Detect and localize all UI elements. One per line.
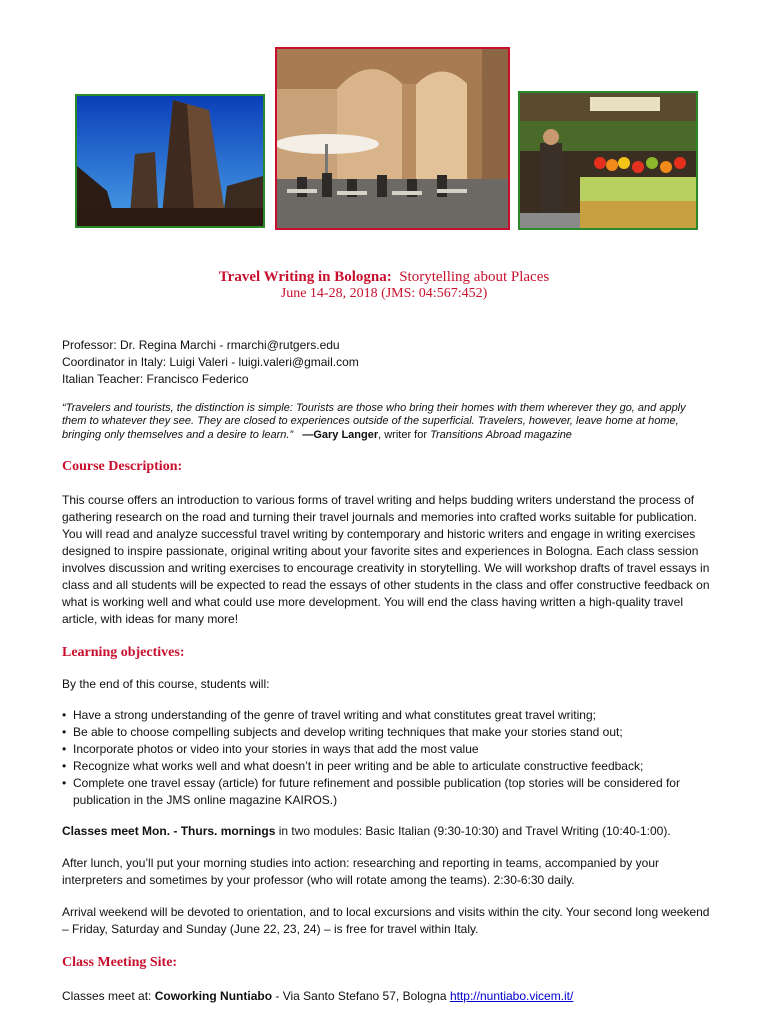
classes-schedule bbox=[62, 823, 712, 840]
market-stall-photo bbox=[518, 91, 698, 230]
course-dates: June 14-28, 2018 (JMS: 04:567:452) bbox=[280, 286, 488, 301]
objectives-list bbox=[62, 707, 712, 809]
epigraph-quote bbox=[62, 402, 712, 442]
meeting-site-address: - Via Santo Stefano 57, Bologna bbox=[272, 989, 450, 1004]
photo-strip bbox=[0, 0, 768, 240]
arcade-cafe-photo bbox=[275, 47, 510, 230]
meeting-site-venue: Coworking Nuntiabo bbox=[154, 989, 273, 1004]
meeting-site-heading: Class Meeting Site: bbox=[62, 955, 178, 971]
course-title-block bbox=[0, 268, 768, 302]
objective-item: • Incorporate photos or video into your stories in ways that add the most value bbox=[62, 741, 712, 758]
professor-line: Professor: Dr. Regina Marchi - rmarchi@rutgers.edu bbox=[62, 338, 340, 352]
learning-objectives-heading: Learning objectives: bbox=[62, 645, 185, 661]
objective-item: • Recognize what works well and what doesn’t in peer writing and be able to articulate constructive feedback; bbox=[62, 758, 712, 775]
course-description-heading: Course Description: bbox=[62, 459, 183, 475]
objective-item: • Be able to choose compelling subjects and develop writing techniques that make your stories stand out; bbox=[62, 724, 712, 741]
title-subtitle: Storytelling about Places bbox=[399, 269, 550, 285]
classes-schedule-rest: in two modules: Basic Italian (9:30-10:30) and Travel Writing (10:40-1:00). bbox=[275, 824, 671, 839]
coordinator-line: Coordinator in Italy: Luigi Valeri - luigi.valeri@gmail.com bbox=[62, 355, 359, 369]
quote-author: —Gary Langer bbox=[302, 428, 379, 441]
classes-schedule-bold: Classes meet Mon. - Thurs. mornings bbox=[62, 824, 276, 839]
objectives-lead: By the end of this course, students will: bbox=[62, 677, 270, 692]
afternoon-schedule: After lunch, you’ll put your morning studies into action: researching and reporting in teams, accompanied by your interpreters and sometimes by your professor (who will rotate among the teams). 2:30-6:30 daily. bbox=[62, 856, 659, 888]
towers-photo bbox=[75, 94, 265, 228]
quote-publication: Transitions Abroad magazine bbox=[430, 428, 572, 441]
document-body bbox=[62, 337, 712, 1005]
title-main: Travel Writing in Bologna: bbox=[218, 269, 392, 285]
objective-item: • Have a strong understanding of the genre of travel writing and what constitutes great travel writing; bbox=[62, 707, 712, 724]
contacts bbox=[62, 337, 712, 388]
teacher-line: Italian Teacher: Francisco Federico bbox=[62, 372, 249, 386]
arrival-weekend: Arrival weekend will be devoted to orientation, and to local excursions and visits within the city. Your second long weekend – Friday, Saturday and Sunday (June 22, 23, 24) – is free for travel within Italy. bbox=[62, 905, 710, 937]
quote-text: “Travelers and tourists, the distinction is simple: Tourists are those who bring their homes with them wherever they go, and apply them to whatever they see. They are closed to experiences outside of the superficial. Travelers, however, leave home at home, bringing only themselves and a desire to learn.” bbox=[62, 402, 686, 441]
course-title bbox=[0, 268, 768, 286]
quote-writer-for: , writer for bbox=[378, 428, 431, 441]
meeting-site-lead: Classes meet at: bbox=[62, 989, 155, 1004]
meeting-site-link[interactable]: http://nuntiabo.vicem.it/ bbox=[449, 989, 574, 1004]
objective-item: • Complete one travel essay (article) for future refinement and possible publication (top stories will be considered for publication in the JMS online magazine KAIROS.) bbox=[62, 775, 712, 809]
meeting-site-line bbox=[62, 988, 712, 1005]
course-description-body: This course offers an introduction to various forms of travel writing and helps budding writers understand the process of gathering research on the road and turning their travel journals and memories into crafted works suitable for publication. You will read and analyze successful travel writing by contemporary and historic writers and engage in writing exercises designed to inspire passionate, original writing about your favorite sites and experiences in Bologna. Each class session involves discussion and writing exercises to encourage creativity in storytelling. We will workshop drafts of travel essays in class and all students will be expected to read the essays of other students in the class and offer constructive feedback on what is working well and what could use more development. You will end the class having written a high-quality travel article, with ideas for many more! bbox=[62, 493, 710, 627]
